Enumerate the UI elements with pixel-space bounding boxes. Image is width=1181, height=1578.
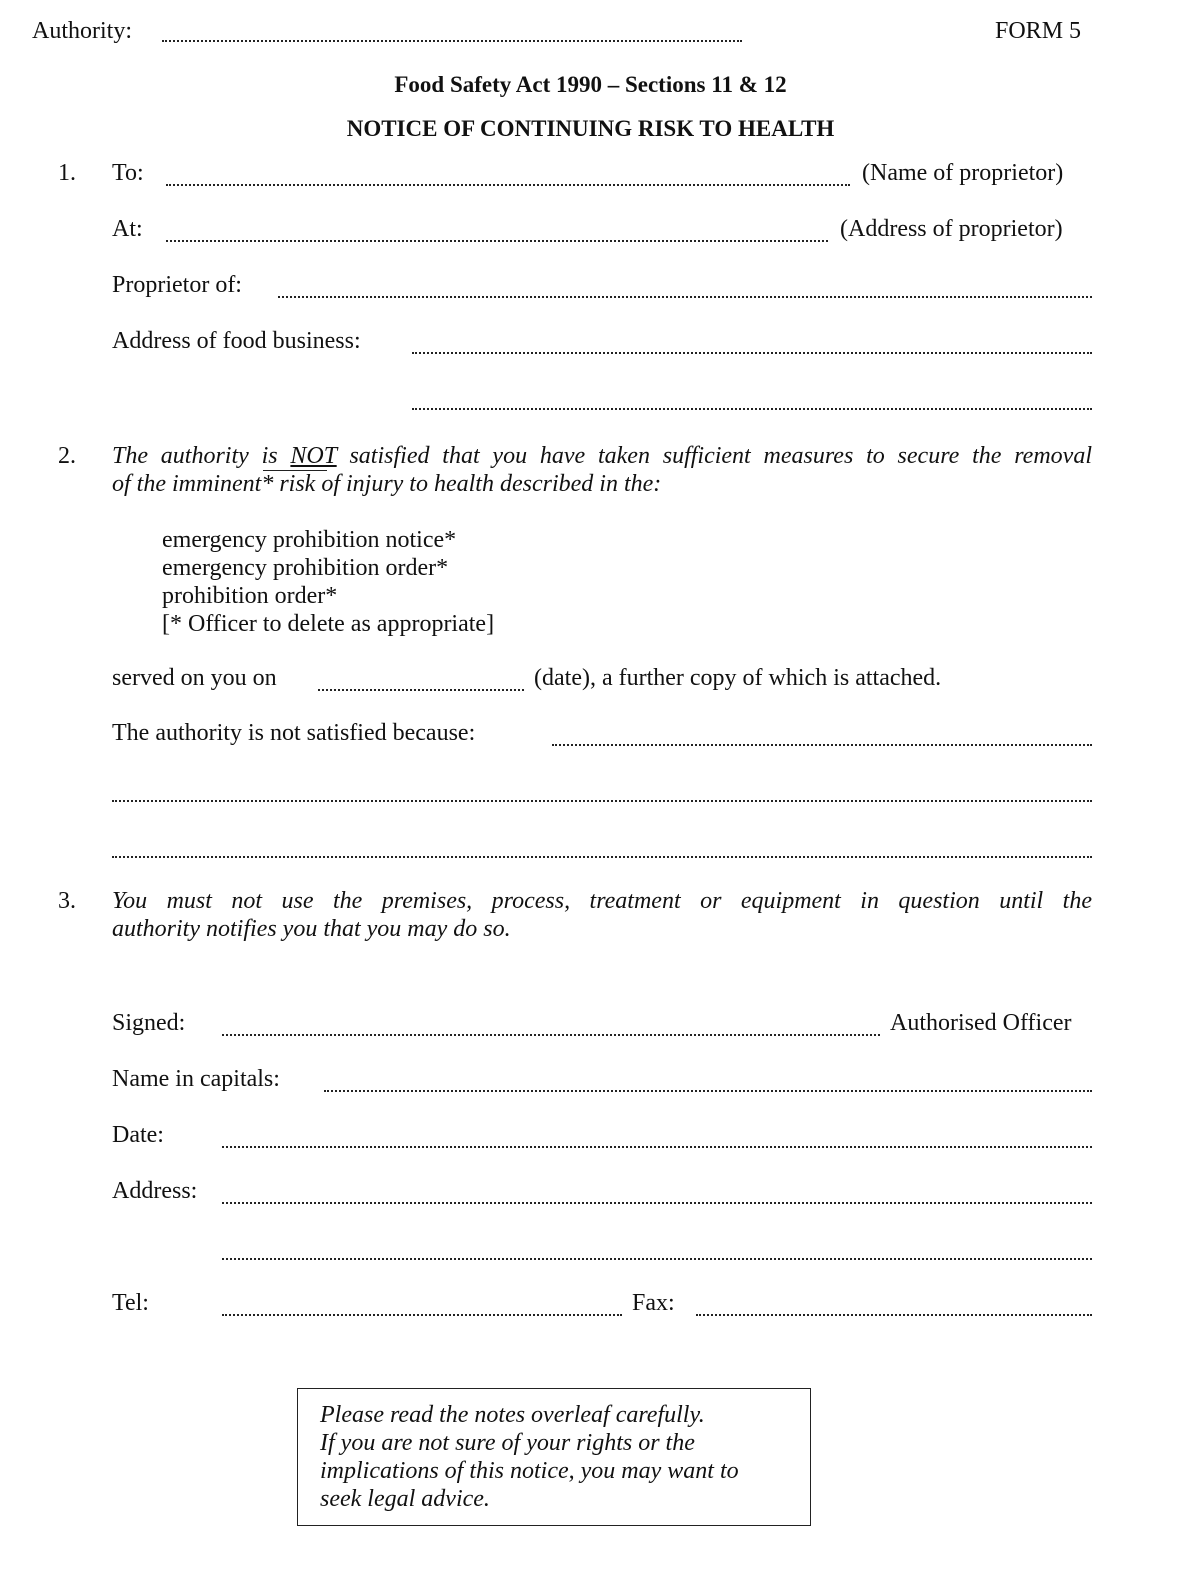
section-3-number: 3. [58,888,76,914]
overline-mark [263,470,327,471]
served-date-field[interactable] [318,689,524,691]
section-2-statement-line1 [112,443,1092,470]
to-hint: (Name of proprietor) [862,160,1064,186]
tel-label: Tel: [112,1290,149,1316]
date-field[interactable] [222,1146,1092,1148]
address-field-2[interactable] [222,1258,1092,1260]
proprietor-address-field[interactable] [166,240,828,242]
officer-label: Authorised Officer [890,1010,1072,1036]
statement-line2-post: of injury to health described in the: [315,471,662,497]
statement-star: * [261,471,274,497]
business-address-field-2[interactable] [412,408,1092,410]
note-line: seek legal advice. [320,1486,490,1512]
proprietor-of-field[interactable] [278,296,1092,298]
served-suffix: (date), a further copy of which is attached. [534,665,942,691]
at-hint: (Address of proprietor) [840,216,1063,242]
proprietor-name-field[interactable] [166,184,850,186]
address-label: Address: [112,1178,198,1204]
statement-star-wrap [261,471,273,497]
option-emergency-notice[interactable]: emergency prohibition notice* [162,527,457,553]
proprietor-of-label: Proprietor of: [112,272,242,298]
statement-post: satisfied that you have taken sufficient measures to secure the removal [336,443,1092,469]
statement-not: NOT [290,443,337,469]
reason-label: The authority is not satisfied because: [112,720,476,746]
reason-field-1[interactable] [552,744,1092,746]
business-address-label: Address of food business: [112,328,361,354]
note-line: Please read the notes overleaf carefully. [320,1402,705,1428]
reason-field-3[interactable] [112,856,1092,858]
legal-advice-note [297,1388,811,1526]
name-label: Name in capitals: [112,1066,280,1092]
form-number: FORM 5 [995,18,1082,44]
note-line: implications of this notice, you may want to [320,1458,739,1484]
tel-field[interactable] [222,1314,622,1316]
section-2-statement-line2 [112,471,661,498]
to-label: To: [112,160,144,186]
notice-options [162,526,494,638]
signature-field[interactable] [222,1034,880,1036]
date-label: Date: [112,1122,164,1148]
signed-label: Signed: [112,1010,186,1036]
option-emergency-order[interactable]: emergency prohibition order* [162,555,449,581]
section-2-number: 2. [58,443,76,469]
business-address-field-1[interactable] [412,352,1092,354]
statement-risk: risk [273,471,316,497]
note-line: If you are not sure of your rights or the [320,1430,695,1456]
statement-line2-pre: of the imminent [112,471,262,497]
section-3-line2: authority notifies you that you may do so. [112,916,511,942]
act-title: Food Safety Act 1990 – Sections 11 & 12 [394,72,787,97]
option-footnote: [* Officer to delete as appropriate] [162,611,495,637]
section-3-line1: You must not use the premises, process, treatment or equipment in question until the [112,888,1092,914]
authority-field[interactable] [162,40,742,42]
served-label: served on you on [112,665,277,691]
address-field-1[interactable] [222,1202,1092,1204]
section-1-number: 1. [58,160,76,186]
at-label: At: [112,216,143,242]
option-prohibition-order[interactable]: prohibition order* [162,583,338,609]
authority-label: Authority: [32,18,132,44]
statement-pre: The authority is [112,443,291,469]
fax-label: Fax: [632,1290,675,1316]
fax-field[interactable] [696,1314,1092,1316]
name-field[interactable] [324,1090,1092,1092]
notice-title: NOTICE OF CONTINUING RISK TO HEALTH [346,116,835,141]
reason-field-2[interactable] [112,800,1092,802]
